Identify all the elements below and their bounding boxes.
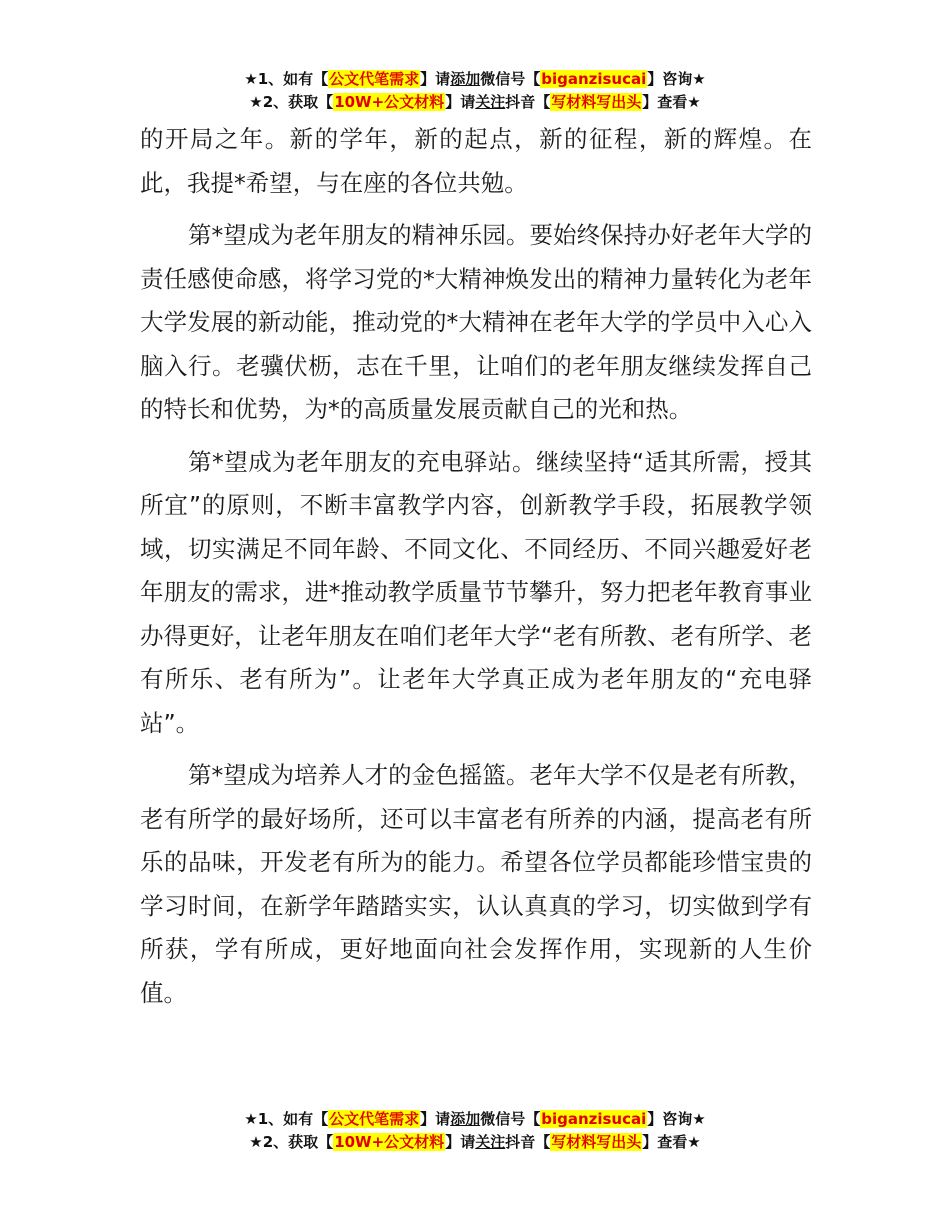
footer-line-1-suffix: 】咨询★ — [647, 1110, 706, 1128]
footer-line-2 — [0, 1131, 950, 1154]
footer-line-1-underlined: 添加 — [450, 1110, 481, 1128]
footer-banner — [0, 1108, 950, 1154]
footer-line-1-middle: 】请 — [420, 1110, 451, 1128]
document-body — [140, 118, 812, 1024]
header-line-1-prefix: ★1、如有【 — [244, 70, 329, 88]
paragraph-hope-charging-station: 第*望成为老年朋友的充电驿站。继续坚持“适其所需，授其所宜”的原则，不断丰富教学内容，创新教学手段，拓展教学领域，切实满足不同年龄、不同文化、不同经历、不同兴趣爱好老年朋友的需求，进*推动教学质量节节攀升，努力把老年教育事业办得更好，让老年朋友在咱们老年大学“老有所教、老有所学、老有所乐、老有所为”。让老年大学真正成为老年朋友的“充电驿站”。 — [140, 447, 812, 737]
footer-line-2-suffix: 】查看★ — [642, 1133, 701, 1151]
header-line-2-highlight-douyin: 写材料写出头 — [551, 93, 642, 111]
header-line-2-highlight-materials: 10W+公文材料 — [334, 93, 445, 111]
paragraph-hope-golden-cradle: 第*望成为培养人才的金色摇篮。老年大学不仅是老有所教，老有所学的最好场所，还可以丰富老有所养的内涵，提高老有所乐的品味，开发老有所为的能力。希望各位学员都能珍惜宝贵的学习时间，在新学年踏踏实实，认认真真的学习，切实做到学有所获，学有所成，更好地面向社会发挥作用，实现新的人生价值。 — [140, 761, 812, 1007]
footer-line-2-underlined: 关注 — [475, 1133, 506, 1151]
footer-line-1 — [0, 1108, 950, 1131]
header-line-1-suffix: 】咨询★ — [647, 70, 706, 88]
header-banner — [0, 68, 950, 114]
footer-line-2-middle2: 抖音【 — [505, 1133, 551, 1151]
header-line-1-highlight-service: 公文代笔需求 — [329, 70, 420, 88]
header-line-1-middle: 】请 — [420, 70, 451, 88]
footer-line-1-highlight-service: 公文代笔需求 — [329, 1110, 420, 1128]
header-line-2-underlined: 关注 — [475, 93, 506, 111]
header-line-1-middle2: 微信号【 — [480, 70, 541, 88]
paragraph-hope-spiritual-garden: 第*望成为老年朋友的精神乐园。要始终保持办好老年大学的责任感使命感，将学习党的*大精神焕发出的精神力量转化为老年大学发展的新动能，推动党的*大精神在老年大学的学员中入心入脑入行。老骥伏枥，志在千里，让咱们的老年朋友继续发挥自己的特长和优势，为*的高质量发展贡献自己的光和热。 — [140, 221, 812, 423]
footer-line-2-middle: 】请 — [445, 1133, 476, 1151]
footer-line-1-middle2: 微信号【 — [480, 1110, 541, 1128]
header-line-2-suffix: 】查看★ — [642, 93, 701, 111]
header-line-2-middle: 】请 — [445, 93, 476, 111]
header-line-1-underlined: 添加 — [450, 70, 481, 88]
footer-line-2-highlight-materials: 10W+公文材料 — [334, 1133, 445, 1151]
paragraph-continuation: 的开局之年。新的学年，新的起点，新的征程，新的辉煌。在此，我提*希望，与在座的各位共勉。 — [140, 125, 812, 197]
header-line-2-prefix: ★2、获取【 — [249, 93, 334, 111]
header-line-1 — [0, 68, 950, 91]
header-line-1-highlight-wechat: biganzisucai — [541, 70, 647, 88]
footer-line-2-highlight-douyin: 写材料写出头 — [551, 1133, 642, 1151]
footer-line-1-prefix: ★1、如有【 — [244, 1110, 329, 1128]
footer-line-2-prefix: ★2、获取【 — [249, 1133, 334, 1151]
footer-line-1-highlight-wechat: biganzisucai — [541, 1110, 647, 1128]
header-line-2-middle2: 抖音【 — [505, 93, 551, 111]
header-line-2 — [0, 91, 950, 114]
